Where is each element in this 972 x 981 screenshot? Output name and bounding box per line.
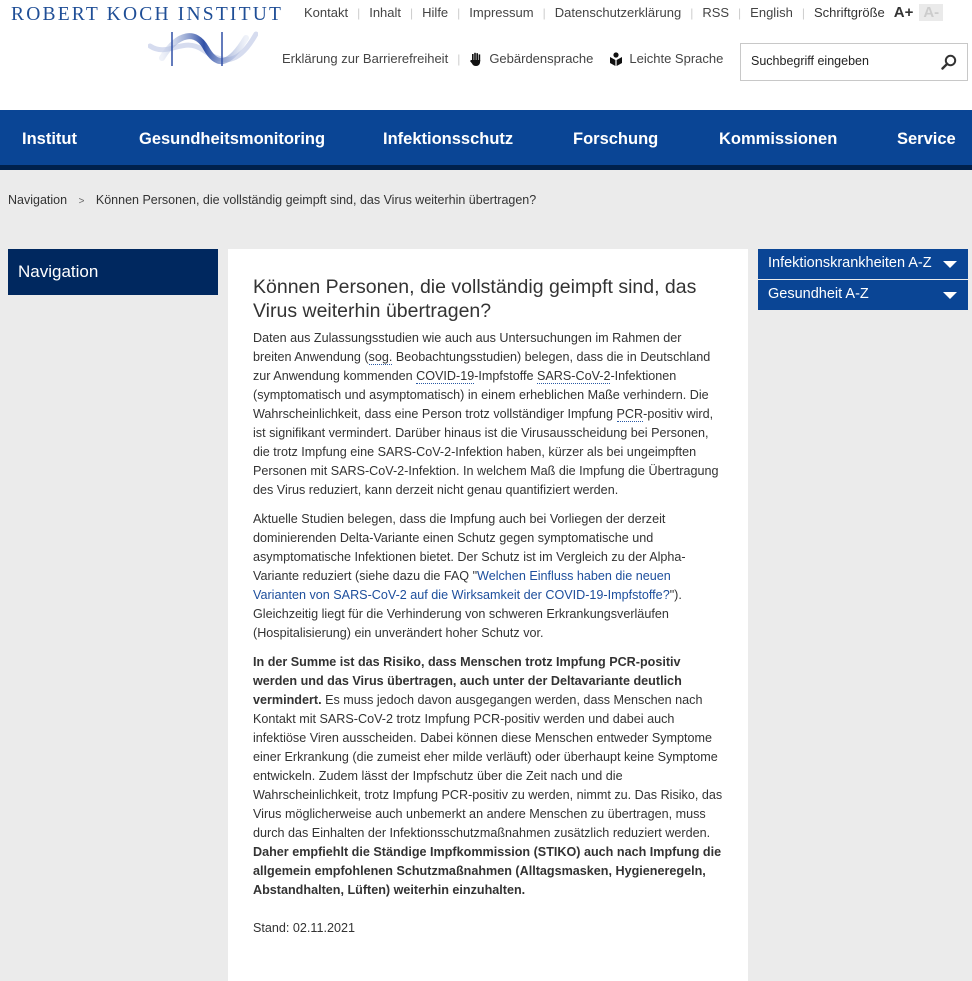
text: -Impfstoffe: [474, 369, 537, 383]
font-increase-button[interactable]: A+: [893, 4, 914, 21]
dropdown-label: Gesundheit A-Z: [768, 286, 869, 302]
separator: |: [542, 5, 546, 20]
dropdown-label: Infektionskrankheiten A-Z: [768, 255, 932, 271]
link-rss[interactable]: RSS: [702, 5, 730, 20]
link-hilfe[interactable]: Hilfe: [422, 5, 449, 20]
link-datenschutz[interactable]: Datenschutzerklärung: [554, 5, 682, 20]
last-updated: Stand: 02.11.2021: [253, 921, 356, 935]
bold-text: In der Summe ist das Risiko, dass Menschen trotz Impfung PCR-positiv werden und das Virus übertragen, auch unter der Deltavariante deutlich vermindert.: [253, 655, 682, 707]
text: Aktuelle Studien belegen, dass die Impfung auch bei Vorliegen der derzeit dominierenden Delta-Variante einen Schutz gegen symptomatische und asymptomatische Infektionen bietet. Der Schutz ist im Vergleich zu der Alpha-Variante reduziert (siehe dazu die FAQ ": [253, 512, 686, 583]
site-header: [0, 0, 972, 110]
text: -positiv wird, ist signifikant vermindert. Darüber hinaus ist die Virusausscheidung bei Personen, die trotz Impfung eine SARS-CoV-2-Infektion haben, kürzer als bei ungeimpften Personen mit SARS-CoV-2-Infektion. In welchem Maß die Impfung die Übertragung des Virus reduziert, kann derzeit nicht genau quantifiziert werden.: [253, 407, 719, 497]
rki-logo-icon[interactable]: [148, 28, 258, 70]
link-impressum[interactable]: Impressum: [469, 5, 534, 20]
link-gebaerdensprache[interactable]: [469, 51, 593, 66]
article-content: [228, 249, 748, 981]
abbr-pcr[interactable]: PCR: [616, 407, 644, 421]
separator: |: [457, 5, 461, 20]
article-title: Können Personen, die vollständig geimpft sind, das Virus weiterhin übertragen?: [253, 276, 697, 322]
nav-institut[interactable]: Institut: [22, 130, 77, 148]
nav-infektionsschutz[interactable]: Infektionsschutz: [383, 130, 514, 148]
nav-gesundheitsmonitoring[interactable]: Gesundheitsmonitoring: [139, 130, 326, 148]
sign-language-label: Gebärdensprache: [489, 51, 594, 66]
font-size-label: Schriftgröße: [813, 5, 885, 20]
text: Beobachtungsstudien) belegen, dass die in Deutschland zur Anwendung kommenden: [253, 350, 711, 383]
search-box: [740, 43, 968, 81]
breadcrumb: [8, 193, 536, 207]
main-navigation: [0, 110, 972, 170]
service-links: [304, 4, 943, 21]
text: "). Gleichzeitig liegt für die Verhinderung von schweren Erkrankungsverläufen (Hospitalisierung) ein unverändert hoher Schutz vor.: [253, 588, 682, 640]
nav-service[interactable]: Service: [897, 130, 956, 148]
separator: |: [357, 5, 361, 20]
article-paragraph-2: [253, 510, 723, 643]
search-icon[interactable]: [941, 54, 957, 70]
easy-language-icon: [609, 52, 623, 66]
left-navigation-toggle[interactable]: Navigation: [8, 249, 218, 295]
gesundheit-az-dropdown[interactable]: [758, 280, 968, 310]
search-input[interactable]: [751, 54, 931, 68]
link-leichte-sprache[interactable]: [609, 51, 723, 66]
link-english[interactable]: English: [750, 5, 793, 20]
text: Daten aus Zulassungsstudien wie auch aus Untersuchungen im Rahmen der breiten Anwendung (: [253, 331, 682, 364]
separator: |: [738, 5, 742, 20]
abbr-sars-cov-2[interactable]: SARS-CoV-2: [536, 369, 611, 383]
separator: |: [801, 5, 805, 20]
bold-text: Daher empfiehlt die Ständige Impfkommission (STIKO) auch nach Impfung die allgemein empfohlenen Schutzmaßnahmen (Alltagsmasken, Hygieneregeln, Abstandhalten, Lüften) weiterhin einzuhalten.: [253, 845, 722, 897]
nav-forschung[interactable]: Forschung: [573, 130, 659, 148]
article-paragraph-3: [253, 653, 723, 900]
triangle-down-icon: [943, 261, 957, 268]
separator: |: [410, 5, 414, 20]
easy-language-label: Leichte Sprache: [629, 51, 724, 66]
link-kontakt[interactable]: Kontakt: [304, 5, 349, 20]
text: -Infektionen (symptomatisch und asymptomatisch) in einem erheblichen Maße verhindern. Die Wahrscheinlichkeit, dass eine Person trotz vollständiger Impfung: [253, 369, 709, 421]
article-paragraph-1: [253, 329, 723, 500]
breadcrumb-navigation[interactable]: Navigation: [8, 193, 68, 207]
hand-icon: [469, 52, 483, 66]
accessibility-links: [282, 51, 723, 66]
separator: |: [457, 51, 461, 66]
text: Es muss jedoch davon ausgegangen werden, dass Menschen nach Kontakt mit SARS-CoV-2 trotz Impfung PCR-positiv werden und dabei auch infektiöse Viren ausscheiden. Dabei können diese Menschen entweder Symptome einer Erkrankung (die zumeist eher milde verläuft) oder überhaupt keine Symptome entwickeln. Zudem lässt der Impfschutz über die Zeit nach und die Wahrscheinlichkeit, trotz Impfung PCR-positiv zu werden, nimmt zu. Das Risiko, das Virus möglicherweise auch unbemerkt an andere Menschen zu übertragen, muss durch das Einhalten der Infektionsschutzmaßnahmen zusätzlich reduziert werden.: [253, 693, 723, 840]
breadcrumb-current: Können Personen, die vollständig geimpft sind, das Virus weiterhin übertragen?: [95, 193, 537, 207]
faq-variants-link[interactable]: Welchen Einfluss haben die neuen Varianten von SARS-CoV-2 auf die Wirksamkeit der COVID-19-Impfstoffe?: [253, 569, 671, 602]
triangle-down-icon: [943, 292, 957, 299]
abbr-covid-19[interactable]: COVID-19: [416, 369, 475, 383]
nav-kommissionen[interactable]: Kommissionen: [719, 130, 838, 148]
separator: |: [690, 5, 694, 20]
chevron-right-icon: >: [78, 196, 85, 207]
link-barrierefreiheit[interactable]: Erklärung zur Barrierefreiheit: [282, 51, 449, 66]
link-inhalt[interactable]: Inhalt: [369, 5, 402, 20]
infektionskrankheiten-az-dropdown[interactable]: [758, 249, 968, 279]
logo-text[interactable]: ROBERT KOCH INSTITUT: [11, 4, 284, 25]
font-decrease-button[interactable]: A-: [919, 4, 943, 21]
abbr-sog[interactable]: sog.: [368, 350, 393, 364]
